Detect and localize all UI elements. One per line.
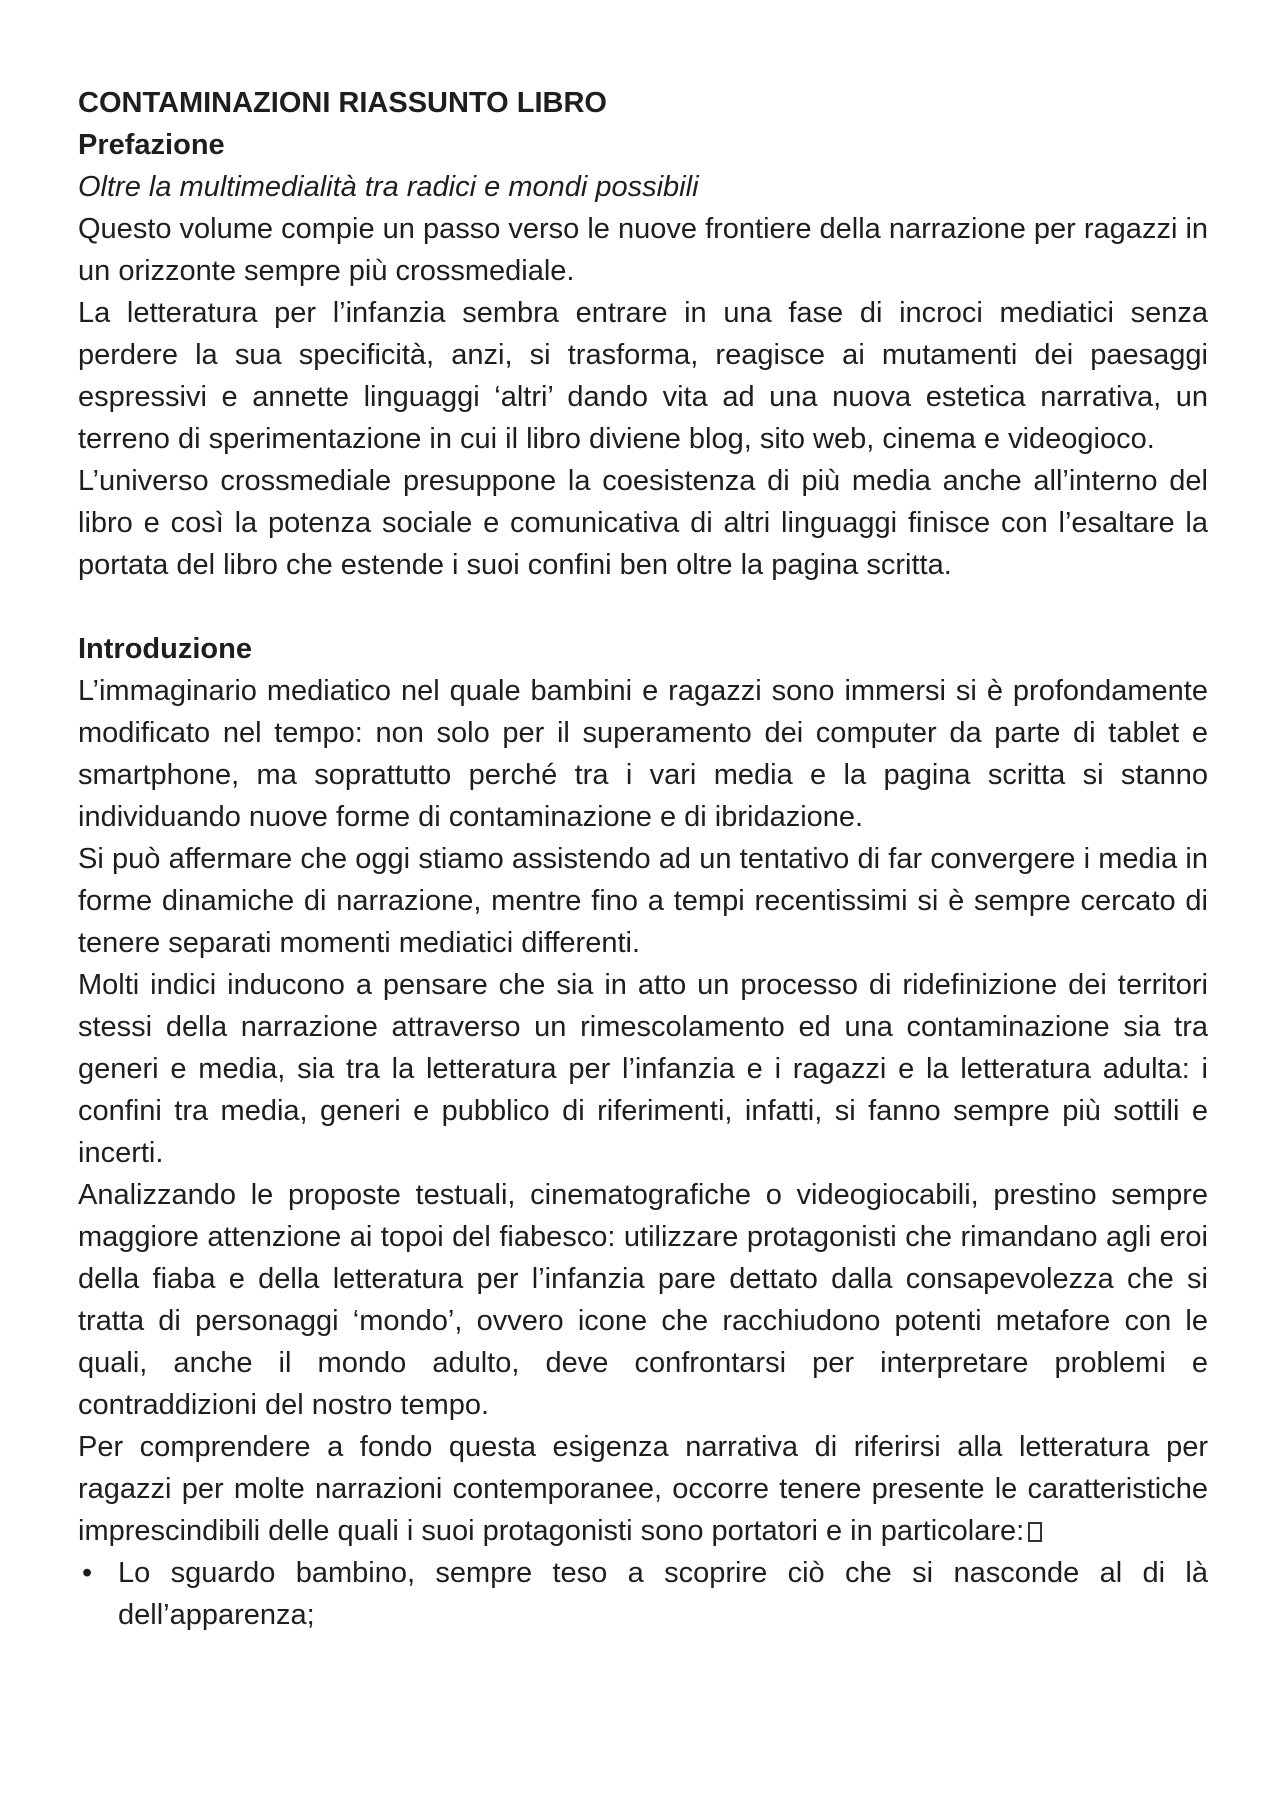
paragraph: La letteratura per l’infanzia sembra entrare in una fase di incroci mediatici senza perdere la sua specificità, anzi, si trasforma, reagisce ai mutamenti dei paesaggi espressivi e annette linguaggi ‘altri’ dando vita ad una nuova estetica narrativa, un terreno di sperimentazione in cui il libro diviene blog, sito web, cinema e videogioco. — [78, 297, 1208, 455]
section-heading: Prefazione — [78, 129, 225, 161]
section-spacer — [78, 586, 1208, 628]
paragraph — [78, 1426, 1208, 1552]
section-heading: Introduzione — [78, 633, 252, 665]
section-introduzione — [78, 628, 1208, 1636]
bullet-list — [78, 1552, 1208, 1636]
bullet-icon: • — [82, 1557, 93, 1589]
section-prefazione — [78, 124, 1208, 586]
missing-glyph-icon — [1028, 1522, 1042, 1542]
paragraph: Analizzando le proposte testuali, cinematografiche o videogiocabili, prestino sempre maggiore attenzione ai topoi del fiabesco: utilizzare protagonisti che rimandano agli eroi della fiaba e della letteratura per l’infanzia pare dettato dalla consapevolezza che si tratta di personaggi ‘mondo’, ovvero icone che racchiudono potenti metafore con le quali, anche il mondo adulto, deve confrontarsi per interpretare problemi e contraddizioni del nostro tempo. — [78, 1179, 1208, 1421]
list-item-text: Lo sguardo bambino, sempre teso a scoprire ciò che si nasconde al di là dell’apparenza; — [118, 1557, 1208, 1631]
paragraph: L’immaginario mediatico nel quale bambini e ragazzi sono immersi si è profondamente modificato nel tempo: non solo per il superamento dei computer da parte di tablet e smartphone, ma soprattutto perché tra i vari media e la pagina scritta si stanno individuando nuove forme di contaminazione e di ibridazione. — [78, 675, 1208, 833]
document-title: CONTAMINAZIONI RIASSUNTO LIBRO — [78, 87, 607, 119]
paragraph: L’universo crossmediale presuppone la coesistenza di più media anche all’interno del libro e così la potenza sociale e comunicativa di altri linguaggi finisce con l’esaltare la portata del libro che estende i suoi confini ben oltre la pagina scritta. — [78, 465, 1208, 581]
paragraph: Si può affermare che oggi stiamo assistendo ad un tentativo di far convergere i media in forme dinamiche di narrazione, mentre fino a tempi recentissimi si è sempre cercato di tenere separati momenti mediatici differenti. — [78, 843, 1208, 959]
paragraph-text: Per comprendere a fondo questa esigenza narrativa di riferirsi alla letteratura per ragazzi per molte narrazioni contemporanee, occorre tenere presente le caratteristiche imprescindibili delle quali i suoi protagonisti sono portatori e in particolare: — [78, 1431, 1208, 1547]
list-item — [78, 1552, 1208, 1636]
paragraph: Molti indici inducono a pensare che sia in atto un processo di ridefinizione dei territori stessi della narrazione attraverso un rimescolamento ed una contaminazione sia tra generi e media, sia tra la letteratura per l’infanzia e i ragazzi e la letteratura adulta: i confini tra media, generi e pubblico di riferimenti, infatti, si fanno sempre più sottili e incerti. — [78, 969, 1208, 1169]
document-page — [78, 82, 1208, 1636]
paragraph: Questo volume compie un passo verso le nuove frontiere della narrazione per ragazzi in un orizzonte sempre più crossmediale. — [78, 213, 1209, 287]
section-subtitle: Oltre la multimedialità tra radici e mondi possibili — [78, 171, 699, 203]
